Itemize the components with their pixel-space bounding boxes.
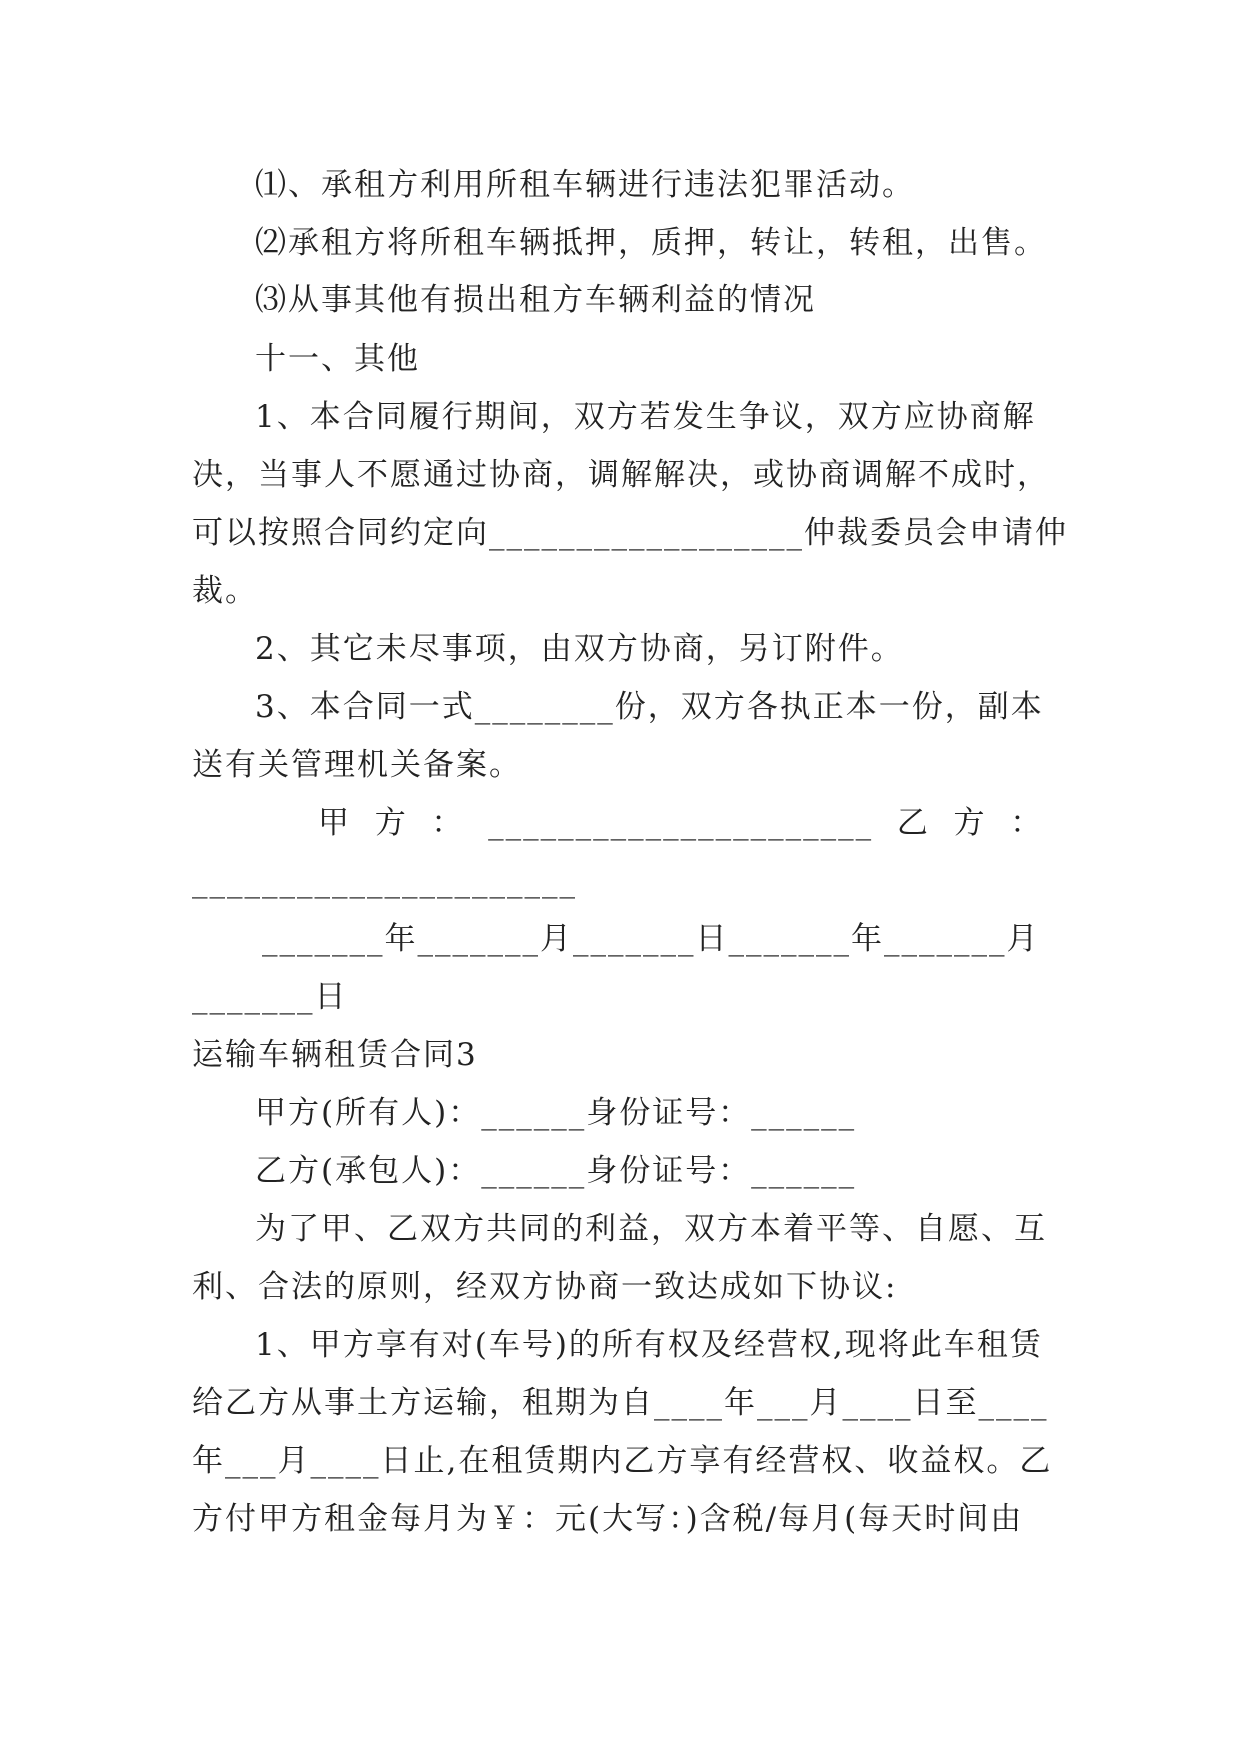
paragraph-line: 3、本合同一式________份，双方各执正本一份，副本 — [255, 689, 1044, 725]
signature-line-blank: ______________________ — [192, 863, 577, 899]
paragraph-line: 送有关管理机关备案。 — [192, 747, 522, 783]
paragraph-line: 年___月____日止,在租赁期内乙方享有经营权、收益权。乙 — [192, 1443, 1053, 1479]
paragraph-line: 利、合法的原则，经双方协商一致达成如下协议: — [192, 1269, 898, 1305]
clause-item-1: ⑴、承租方利用所租车辆进行违法犯罪活动。 — [255, 167, 915, 203]
paragraph-line: 1、甲方享有对(车号)的所有权及经营权,现将此车租赁 — [255, 1327, 1043, 1363]
paragraph-line: 给乙方从事土方运输，租期为自____年___月____日至____ — [192, 1385, 1049, 1421]
contract-title: 运输车辆租赁合同3 — [192, 1037, 478, 1073]
party-a-line: 甲方(所有人)：______身份证号：______ — [255, 1095, 857, 1131]
clause-item-2: ⑵承租方将所租车辆抵押，质押，转让，转租，出售。 — [255, 225, 1047, 261]
paragraph-line: 可以按照合同约定向__________________仲裁委员会申请仲 — [192, 515, 1068, 551]
paragraph-line: 决，当事人不愿通过协商，调解解决，或协商调解不成时， — [192, 457, 1050, 493]
signature-line-parties: 甲 方 ： ______________________ 乙 方 ： — [318, 805, 1044, 841]
date-line: _______年_______月_______日_______年_______月 — [262, 921, 1040, 957]
clause-item-3: ⑶从事其他有损出租方车辆利益的情况 — [255, 282, 816, 318]
paragraph-line: 为了甲、乙双方共同的利益，双方本着平等、自愿、互 — [255, 1211, 1047, 1247]
date-line-end: _______日 — [192, 979, 348, 1015]
paragraph-line: 裁。 — [192, 573, 258, 609]
paragraph-line: 1、本合同履行期间，双方若发生争议，双方应协商解 — [255, 399, 1036, 435]
paragraph-line: 方付甲方租金每月为￥：元(大写：)含税/每月(每天时间由 — [192, 1501, 1024, 1537]
paragraph-line: 2、其它未尽事项，由双方协商，另订附件。 — [255, 631, 904, 667]
party-b-line: 乙方(承包人)：______身份证号：______ — [255, 1153, 857, 1189]
section-heading-other: 十一、其他 — [255, 341, 420, 377]
